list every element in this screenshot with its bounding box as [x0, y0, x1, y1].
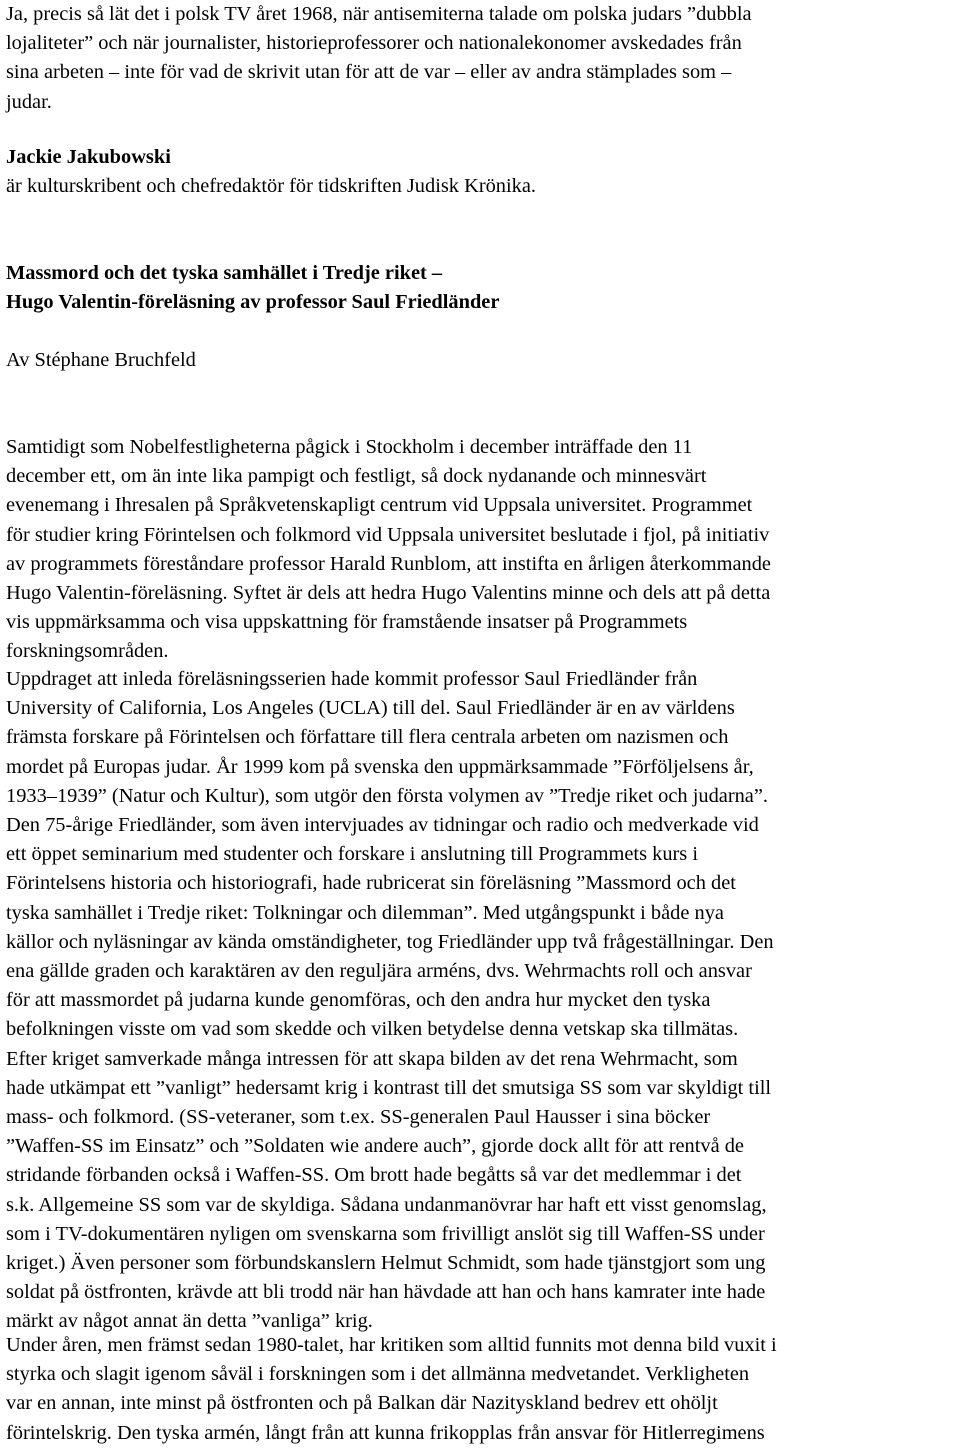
byline-role: är kulturskribent och chefredaktör för tidskriften Judisk Krönika.	[6, 175, 537, 198]
text-line: främsta forskare på Förintelsen och författare till flera centrala arbeten om nazismen och	[6, 726, 729, 749]
text-line: evenemang i Ihresalen på Språkvetenskapligt centrum vid Uppsala universitet. Programmet	[6, 494, 753, 517]
text-line: 1933–1939” (Natur och Kultur), som utgör den första volymen av ”Tredje riket och judarna”.	[6, 784, 768, 807]
text-line: för studier kring Förintelsen och folkmord vid Uppsala universitet beslutade i fjol, på initiativ	[6, 523, 770, 546]
text-line: Ja, precis så lät det i polsk TV året 1968, när antisemiterna talade om polska judars ”dubbla	[6, 3, 752, 25]
title-line: Hugo Valentin-föreläsning av professor Saul Friedländer	[6, 291, 500, 314]
text-line: tyska samhället i Tredje riket: Tolkningar och dilemman”. Med utgångspunkt i både nya	[6, 901, 724, 924]
text-line: mordet på Europas judar. År 1999 kom på svenska den uppmärksammade ”Förföljelsens år,	[6, 755, 754, 778]
text-line: som i TV-dokumentären nyligen om svenskarna som frivilligt anslöt sig till Waffen-SS under	[6, 1222, 765, 1245]
body-paragraph-1	[6, 433, 956, 667]
text-line: Efter kriget samverkade många intressen för att skapa bilden av det rena Wehrmacht, som	[6, 1047, 738, 1070]
body-paragraph-3	[6, 1331, 956, 1448]
text-line: Förintelsens historia och historiografi, hade rubricerat sin föreläsning ”Massmord och det	[6, 872, 736, 895]
text-line: hade utkämpat ett ”vanligt” hedersamt krig i kontrast till det smutsiga SS som var skyldigt till	[6, 1076, 772, 1099]
text-line: forskningsområden.	[6, 640, 169, 663]
text-line: s.k. Allgemeine SS som var de skyldiga. Sådana undanmanövrar har haft ett visst genomslag,	[6, 1193, 767, 1216]
text-line: för att massmordet på judarna kunde genomföras, och den andra hur mycket den tyska	[6, 989, 711, 1012]
author-byline	[6, 143, 956, 201]
text-line: av programmets föreståndare professor Harald Runblom, att instifta en årligen återkommande	[6, 552, 771, 575]
text-line: soldat på östfronten, krävde att bli trodd när han hävdade att han och hans kamrater inte hade	[6, 1281, 766, 1304]
text-line: ”Waffen-SS im Einsatz” och ”Soldaten wie andere auch”, gjorde dock allt för att rentvå de	[6, 1135, 744, 1158]
text-line: styrka och slagit igenom såväl i forskningen som i det allmänna medvetandet. Verkligheten	[6, 1363, 750, 1386]
author-line: Av Stéphane Bruchfeld	[6, 349, 196, 371]
text-line: University of California, Los Angeles (UCLA) till del. Saul Friedländer är en av världens	[6, 697, 735, 720]
article-title	[6, 259, 956, 317]
text-line: kriget.) Även personer som förbundskanslern Helmut Schmidt, som hade tjänstgjort som ung	[6, 1252, 766, 1275]
text-line: Under åren, men främst sedan 1980-talet, har kritiken som alltid funnits mot denna bild vuxit i	[6, 1334, 777, 1356]
text-line: källor och nyläsningar av kända omständigheter, tog Friedländer upp två frågeställningar. Den	[6, 930, 774, 953]
article-author	[6, 346, 956, 375]
title-line: Massmord och det tyska samhället i Tredje riket –	[6, 262, 443, 284]
text-line: Den 75-årige Friedländer, som även intervjuades av tidningar och radio och medverkade vid	[6, 814, 759, 837]
text-line: ett öppet seminarium med studenter och forskare i anslutning till Programmets kurs i	[6, 843, 699, 866]
body-paragraph-2	[6, 665, 956, 1337]
byline-name: Jackie Jakubowski	[6, 146, 171, 168]
text-line: Uppdraget att inleda föreläsningsserien hade kommit professor Saul Friedländer från	[6, 668, 698, 690]
text-line: lojaliteter” och när journalister, historieprofessorer och nationalekonomer avskedades från	[6, 32, 742, 55]
text-line: märkt av något annat än detta ”vanliga” krig.	[6, 1310, 373, 1333]
text-line: ena gällde graden och karaktären av den reguljära arméns, dvs. Wehrmachts roll och ansvar	[6, 960, 752, 983]
text-line: stridande förbanden också i Waffen-SS. Om brott hade begåtts så var det medlemmar i det	[6, 1164, 742, 1187]
text-line: Hugo Valentin-föreläsning. Syftet är dels att hedra Hugo Valentins minne och dels att på detta	[6, 582, 771, 605]
text-line: sina arbeten – inte för vad de skrivit utan för att de var – eller av andra stämplades som –	[6, 61, 732, 84]
text-line: förintelskrig. Den tyska armén, långt från att kunna frikopplas från ansvar för Hitlerregimens	[6, 1421, 765, 1444]
text-line: befolkningen visste om vad som skedde och vilken betydelse denna vetskap ska tillmätas.	[6, 1018, 739, 1041]
text-line: december ett, om än inte lika pampigt och festligt, så dock nydanande och minnesvärt	[6, 465, 707, 488]
text-line: Samtidigt som Nobelfestligheterna pågick i Stockholm i december inträffade den 11	[6, 436, 693, 458]
text-line: mass- och folkmord. (SS-veteraner, som t.ex. SS-generalen Paul Hausser i sina böcker	[6, 1106, 711, 1129]
text-line: var en annan, inte minst på östfronten och på Balkan där Nazityskland bedrev ett ohöljt	[6, 1392, 718, 1415]
text-line: judar.	[6, 90, 52, 113]
text-line: vis uppmärksamma och visa uppskattning för framstående insatser på Programmets	[6, 611, 688, 634]
intro-paragraph	[6, 0, 956, 117]
